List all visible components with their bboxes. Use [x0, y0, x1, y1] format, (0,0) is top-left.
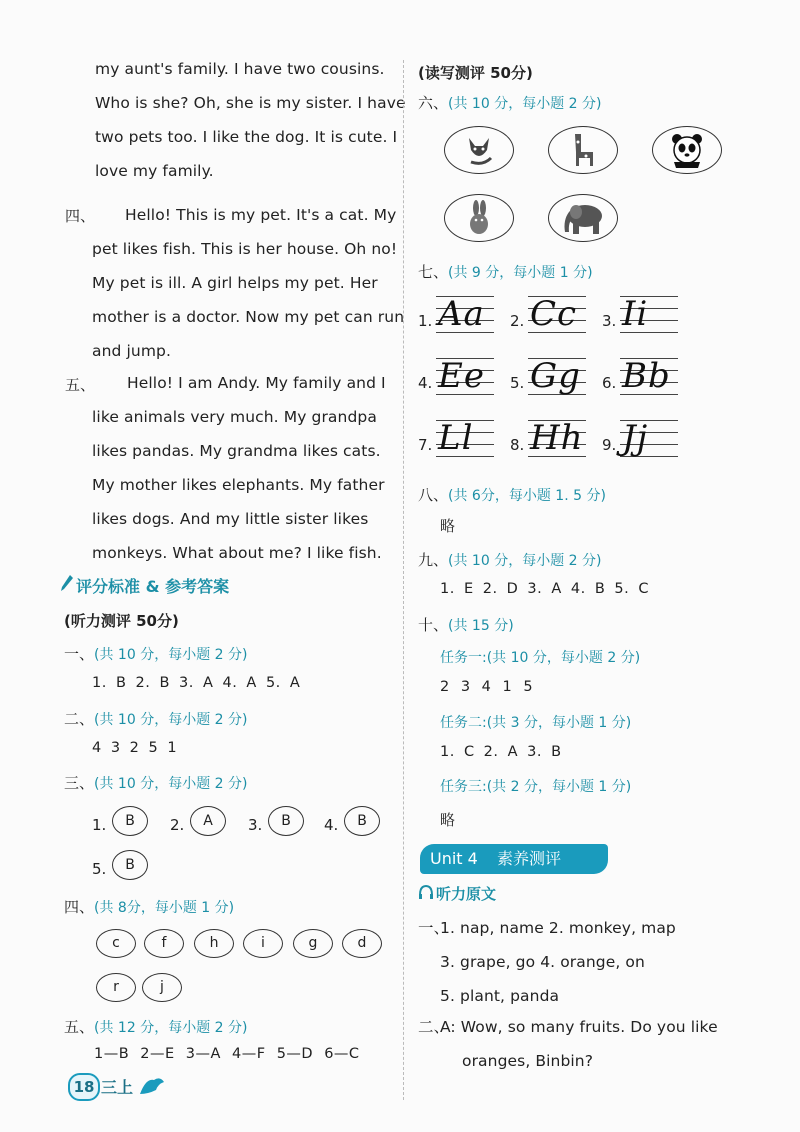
- text-line: two pets too. I like the dog. It is cute. I: [95, 128, 398, 146]
- answers-title: 评分标准 & 参考答案: [76, 577, 230, 596]
- column-divider: [403, 60, 404, 1100]
- section-number: 四、: [64, 898, 95, 916]
- score-note: (共 12 分，每小题 2 分): [94, 1020, 248, 1036]
- handwritten-letters: Gg: [530, 356, 581, 396]
- text-line: and jump.: [92, 342, 171, 360]
- item-number: 6.: [602, 374, 617, 392]
- text-line: mother is a doctor. Now my pet can run: [92, 308, 405, 326]
- script-2-line-1: A: Wow, so many fruits. Do you like: [440, 1018, 718, 1036]
- score-note: (共 10 分，每小题 2 分): [448, 96, 602, 112]
- bird-logo-icon: [138, 1074, 166, 1100]
- item-number: 5.: [510, 374, 525, 392]
- handwritten-letters: Ii: [622, 294, 649, 334]
- passage-5-first-line: Hello! I am Andy. My family and I: [127, 374, 386, 392]
- answer-8: 略: [440, 517, 456, 535]
- script-2-line-2: oranges, Binbin?: [462, 1052, 594, 1070]
- handwritten-letters: Ee: [438, 356, 485, 396]
- item-number: 8.: [510, 436, 525, 454]
- section-number: 五、: [64, 1018, 95, 1036]
- circled-answer: B: [344, 806, 380, 836]
- circled-letter: c: [96, 929, 136, 958]
- score-note: (共 10 分，每小题 2 分): [448, 553, 602, 569]
- giraffe-icon: [548, 126, 618, 174]
- item-number: 5.: [92, 860, 107, 878]
- script-1: [440, 911, 676, 1013]
- text-line: likes dogs. And my little sister likes: [92, 510, 369, 528]
- section-number: 六、: [418, 94, 449, 112]
- text-line: 1. nap, name 2. monkey, map: [440, 919, 676, 937]
- item-number: 3.: [248, 816, 263, 834]
- handwriting-line: [528, 420, 586, 466]
- section-number: 八、: [418, 486, 449, 504]
- answer-section-9: [418, 549, 601, 570]
- answer-2: 4 3 2 5 1: [92, 740, 178, 756]
- handwriting-line: [620, 296, 678, 342]
- circled-answer: B: [112, 850, 148, 880]
- passage-4: [92, 232, 404, 368]
- item-number: 9.: [602, 436, 617, 454]
- handwritten-letters: Ll: [438, 418, 474, 458]
- text-line: monkeys. What about me? I like fish.: [92, 544, 382, 562]
- handwriting-line: [528, 296, 586, 342]
- answer-section-3: [64, 772, 247, 793]
- passage-3-continued: [95, 52, 406, 188]
- answer-9: 1. E 2. D 3. A 4. B 5. C: [440, 581, 649, 597]
- circled-answer: A: [190, 806, 226, 836]
- text-line: My mother likes elephants. My father: [92, 476, 385, 494]
- unit-label: Unit 4: [430, 849, 478, 868]
- handwriting-line: [620, 420, 678, 466]
- circled-answer: B: [112, 806, 148, 836]
- script-1-number: 一、: [418, 919, 450, 937]
- task-2-answer: 1. C 2. A 3. B: [440, 744, 562, 760]
- text-line: My pet is ill. A girl helps my pet. Her: [92, 274, 378, 292]
- section-number: 三、: [64, 774, 95, 792]
- answer-section-7: [418, 261, 593, 282]
- handwriting-line: [436, 296, 494, 342]
- answer-section-4: [64, 896, 234, 917]
- item-number: 3.: [602, 312, 617, 330]
- item-number: 4.: [418, 374, 433, 392]
- handwriting-line: [528, 358, 586, 404]
- item-number: 1.: [418, 312, 433, 330]
- score-note: (共 15 分): [448, 618, 514, 634]
- circled-answer: B: [268, 806, 304, 836]
- answer-section-8: [418, 484, 606, 505]
- answer-section-1: [64, 643, 247, 664]
- item-number: 7.: [418, 436, 433, 454]
- fox-icon: [444, 126, 514, 174]
- answer-5: 1—B 2—E 3—A 4—F 5—D 6—C: [94, 1046, 360, 1062]
- page-number: 18: [68, 1073, 100, 1101]
- handwritten-letters: Jj: [622, 418, 649, 458]
- item-number: 1.: [92, 816, 107, 834]
- section-4-number: 四、: [65, 207, 96, 225]
- circled-letter: j: [142, 973, 182, 1002]
- section-5-number: 五、: [65, 376, 96, 394]
- text-line: my aunt's family. I have two cousins.: [95, 60, 385, 78]
- passage-5: [92, 400, 385, 570]
- item-number: 2.: [170, 816, 185, 834]
- handwritten-letters: Hh: [530, 418, 584, 458]
- answer-section-6: [418, 92, 601, 113]
- circled-letter: r: [96, 973, 136, 1002]
- handwritten-letters: Aa: [438, 294, 485, 334]
- item-number: 4.: [324, 816, 339, 834]
- score-note: (共 10 分，每小题 2 分): [94, 647, 248, 663]
- circled-letter: f: [144, 929, 184, 958]
- passage-4-first-line: Hello! This is my pet. It's a cat. My: [125, 206, 397, 224]
- headphones-icon: [418, 884, 434, 904]
- pencil-icon: [60, 574, 74, 596]
- answer-1: 1. B 2. B 3. A 4. A 5. A: [92, 675, 301, 691]
- script-2-number: 二、: [418, 1018, 450, 1036]
- text-line: Who is she? Oh, she is my sister. I have: [95, 94, 406, 112]
- elephant-icon: [548, 194, 618, 242]
- text-line: 3. grape, go 4. orange, on: [440, 953, 645, 971]
- text-line: 5. plant, panda: [440, 987, 560, 1005]
- task-1-answer: 2 3 4 1 5: [440, 679, 534, 695]
- circled-letter: h: [194, 929, 234, 958]
- answer-section-5: [64, 1016, 247, 1037]
- handwriting-line: [620, 358, 678, 404]
- score-note: (共 8分，每小题 1 分): [94, 900, 235, 916]
- handwriting-line: [436, 358, 494, 404]
- handwritten-letters: Bb: [622, 356, 671, 396]
- text-line: pet likes fish. This is her house. Oh no!: [92, 240, 398, 258]
- reading-writing-title: (读写测评 50分): [418, 64, 533, 82]
- score-note: (共 6分，每小题 1. 5 分): [448, 488, 606, 504]
- listening-title: (听力测评 50分): [64, 612, 179, 630]
- handwritten-letters: Cc: [530, 294, 578, 334]
- score-note: (共 10 分，每小题 2 分): [94, 776, 248, 792]
- section-number: 一、: [64, 645, 95, 663]
- rabbit-icon: [444, 194, 514, 242]
- circled-letter: g: [293, 929, 333, 958]
- handwriting-line: [436, 420, 494, 466]
- panda-icon: [652, 126, 722, 174]
- score-note: (共 9 分，每小题 1 分): [448, 265, 593, 281]
- item-number: 2.: [510, 312, 525, 330]
- unit-badge: [420, 844, 608, 874]
- section-number: 十、: [418, 616, 449, 634]
- text-line: likes pandas. My grandma likes cats.: [92, 442, 381, 460]
- circled-letter: d: [342, 929, 382, 958]
- text-line: love my family.: [95, 162, 214, 180]
- score-note: (共 10 分，每小题 2 分): [94, 712, 248, 728]
- circled-letter: i: [243, 929, 283, 958]
- task-3-note: 任务三:(共 2 分，每小题 1 分): [440, 779, 632, 795]
- section-number: 二、: [64, 710, 95, 728]
- text-line: like animals very much. My grandpa: [92, 408, 377, 426]
- grade-label: 三上: [101, 1078, 134, 1097]
- task-3-answer: 略: [440, 811, 456, 829]
- section-number: 九、: [418, 551, 449, 569]
- script-title: 听力原文: [436, 885, 497, 903]
- answer-section-10: [418, 614, 514, 635]
- task-1-note: 任务一:(共 10 分，每小题 2 分): [440, 650, 641, 666]
- answer-section-2: [64, 708, 247, 729]
- section-number: 七、: [418, 263, 449, 281]
- task-2-note: 任务二:(共 3 分，每小题 1 分): [440, 715, 632, 731]
- unit-subtitle: 素养测评: [496, 849, 561, 868]
